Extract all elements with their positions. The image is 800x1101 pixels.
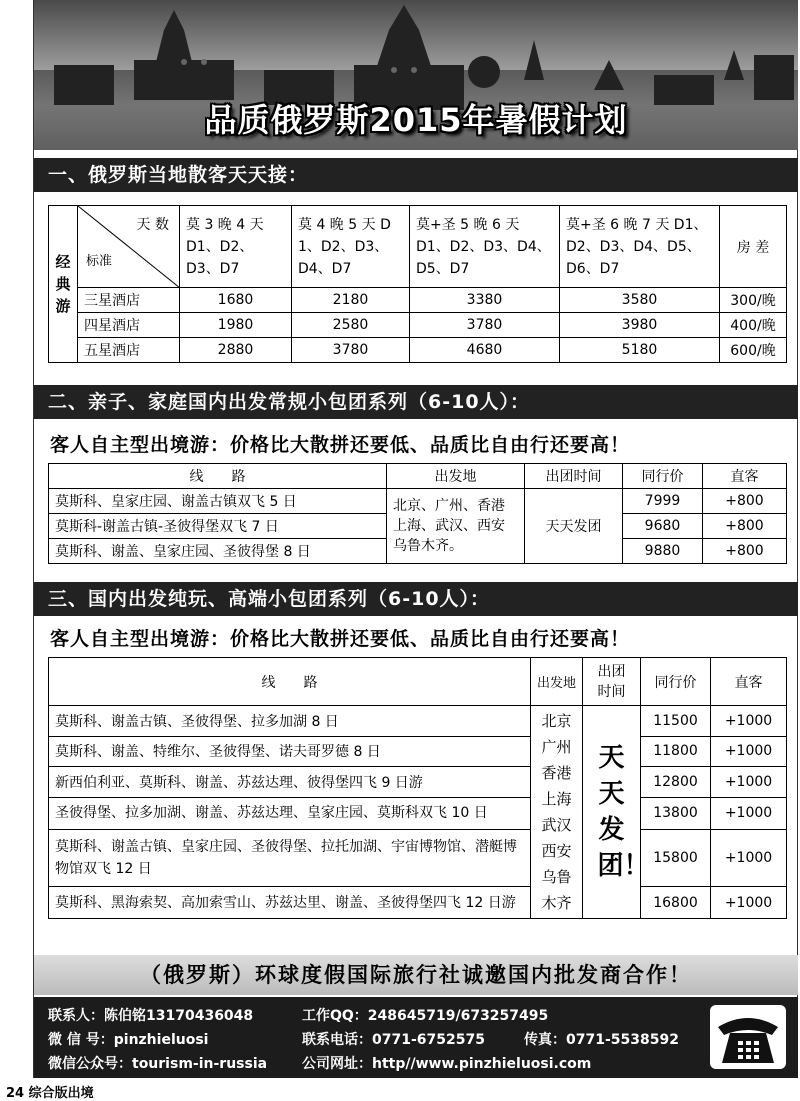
contact-panel <box>34 997 798 1078</box>
price-cell: 13800 <box>641 797 711 829</box>
table-row <box>49 489 787 514</box>
contact-site: 公司网址：http//www.pinzhieluosi.com <box>302 1056 592 1072</box>
direct-cell: +1000 <box>711 829 787 887</box>
col-header: 直客 <box>703 464 787 489</box>
table-row <box>49 706 787 737</box>
side-label <box>49 206 78 363</box>
price-cell: 7999 <box>623 489 703 514</box>
direct-cell: +1000 <box>711 706 787 737</box>
route-cell: 莫斯科、黑海索契、高加索雪山、苏兹达里、谢盖、圣彼得堡四飞 12 日游 <box>49 887 531 919</box>
direct-cell: +800 <box>703 514 787 539</box>
direct-cell: +800 <box>703 489 787 514</box>
schedule-cell <box>583 706 650 919</box>
room-diff-cell: 300/晚 <box>720 288 787 313</box>
route-cell: 圣彼得堡、拉多加湖、谢盖、苏兹达理、皇家庄园、莫斯科双飞 10 日 <box>49 797 531 829</box>
direct-cell: +1000 <box>711 797 787 829</box>
table-row <box>49 887 787 919</box>
price-cell: 3380 <box>410 288 560 313</box>
contact-person: 联系人：陈伯铭13170436048 <box>48 1008 254 1024</box>
departure-cell: 北京、广州、香港上海、武汉、西安乌鲁木齐。 <box>387 489 525 564</box>
hotel-name: 四星酒店 <box>78 313 180 338</box>
col-header: 同行价 <box>623 464 703 489</box>
price-cell: 2580 <box>292 313 410 338</box>
table-row <box>49 288 787 313</box>
price-cell: 3780 <box>292 338 410 363</box>
banner <box>34 0 798 150</box>
departure-text: 北京广州香港上海武汉西安乌鲁木齐 <box>541 712 572 912</box>
invite-banner: （俄罗斯）环球度假国际旅行社诚邀国内批发商合作！ <box>34 955 798 995</box>
col-header-text: 出团时间 <box>597 663 626 700</box>
route-cell: 莫斯科、谢盖、皇家庄园、圣彼得堡 8 日 <box>49 539 387 564</box>
room-diff-cell: 400/晚 <box>720 313 787 338</box>
col-header: 出团时间 <box>525 464 623 489</box>
col-header: 线 路 <box>49 464 387 489</box>
table-row <box>49 338 787 363</box>
page-footer: 24 综合版出境 <box>6 1086 94 1101</box>
price-cell: 9680 <box>623 514 703 539</box>
price-cell: 2880 <box>180 338 292 363</box>
price-cell: 2180 <box>292 288 410 313</box>
section1-title: 一、俄罗斯当地散客天天接： <box>34 158 798 192</box>
price-cell: 9880 <box>623 539 703 564</box>
col-header: 出发地 <box>387 464 525 489</box>
col-header: 莫+圣 6 晚 7 天 D1、D2、D3、D4、D5、D6、D7 <box>560 206 720 288</box>
route-cell: 新西伯利亚、莫斯科、谢盖、苏兹达理、彼得堡四飞 9 日游 <box>49 767 531 798</box>
price-cell: 11500 <box>641 706 711 737</box>
price-cell: 5180 <box>560 338 720 363</box>
col-header: 同行价 <box>641 658 711 706</box>
contact-tel: 联系电话：0771-6752575 <box>302 1032 485 1048</box>
corner-bottom: 标准 <box>86 254 113 269</box>
route-cell: 莫斯科、谢盖、特维尔、圣彼得堡、诺夫哥罗德 8 日 <box>49 736 531 767</box>
schedule-text: 天天发团！ <box>597 743 650 881</box>
col-header: 房 差 <box>720 206 787 288</box>
corner-cell <box>78 206 180 288</box>
classic-tour-table <box>48 205 787 363</box>
hotel-name: 五星酒店 <box>78 338 180 363</box>
direct-cell: +1000 <box>711 736 787 767</box>
col-header <box>583 658 641 706</box>
departure-cell <box>531 706 583 919</box>
contact-fax: 传真：0771-5538592 <box>524 1032 679 1048</box>
hotel-name: 三星酒店 <box>78 288 180 313</box>
price-cell: 3980 <box>560 313 720 338</box>
price-cell: 12800 <box>641 767 711 798</box>
col-header: 莫 4 晚 5 天 D 1、D2、D3、D4、D7 <box>292 206 410 288</box>
route-cell: 莫斯科、谢盖古镇、皇家庄园、圣彼得堡、拉托加湖、宇宙博物馆、潜艇博物馆双飞 12 日 <box>49 829 531 887</box>
col-header: 莫+圣 5 晚 6 天 D1、D2、D3、D4、D5、D7 <box>410 206 560 288</box>
col-header: 线 路 <box>49 658 531 706</box>
telephone-icon <box>710 1005 786 1069</box>
price-cell: 1680 <box>180 288 292 313</box>
price-cell: 4680 <box>410 338 560 363</box>
col-header: 莫 3 晚 4 天 D1、D2、D3、D7 <box>180 206 292 288</box>
price-cell: 1980 <box>180 313 292 338</box>
schedule-cell: 天天发团 <box>525 489 623 564</box>
table-row <box>49 829 787 887</box>
price-cell: 15800 <box>641 829 711 887</box>
side-label-text: 经典游 <box>55 253 71 315</box>
contact-qq: 工作QQ：248645719/673257495 <box>302 1008 549 1024</box>
table-row <box>49 797 787 829</box>
route-cell: 莫斯科、皇家庄园、谢盖古镇双飞 5 日 <box>49 489 387 514</box>
family-tour-table <box>48 463 787 564</box>
corner-top: 天 数 <box>136 217 169 233</box>
section3-promo: 客人自主型出境游：价格比大散拼还要低、品质比自由行还要高！ <box>50 628 631 650</box>
col-header: 直客 <box>711 658 787 706</box>
col-header: 出发地 <box>531 658 583 706</box>
table-row <box>49 313 787 338</box>
section2-promo: 客人自主型出境游：价格比大散拼还要低、品质比自由行还要高！ <box>50 434 631 456</box>
route-cell: 莫斯科-谢盖古镇-圣彼得堡双飞 7 日 <box>49 514 387 539</box>
room-diff-cell: 600/晚 <box>720 338 787 363</box>
price-cell: 3580 <box>560 288 720 313</box>
price-cell: 11800 <box>641 736 711 767</box>
table-row <box>49 767 787 798</box>
direct-cell: +1000 <box>711 887 787 919</box>
direct-cell: +800 <box>703 539 787 564</box>
price-cell: 16800 <box>641 887 711 919</box>
direct-cell: +1000 <box>711 767 787 798</box>
contact-public: 微信公众号：tourism-in-russia <box>48 1056 268 1072</box>
table-row <box>49 736 787 767</box>
contact-wechat: 微 信 号：pinzhieluosi <box>48 1032 209 1048</box>
route-cell: 莫斯科、谢盖古镇、圣彼得堡、拉多加湖 8 日 <box>49 706 531 737</box>
banner-title: 品质俄罗斯2015年暑假计划 <box>204 101 628 139</box>
premium-tour-table <box>48 657 787 919</box>
section2-title: 二、亲子、家庭国内出发常规小包团系列（6-10人）： <box>34 385 798 419</box>
price-cell: 3780 <box>410 313 560 338</box>
section3-title: 三、国内出发纯玩、高端小包团系列（6-10人）： <box>34 582 798 616</box>
